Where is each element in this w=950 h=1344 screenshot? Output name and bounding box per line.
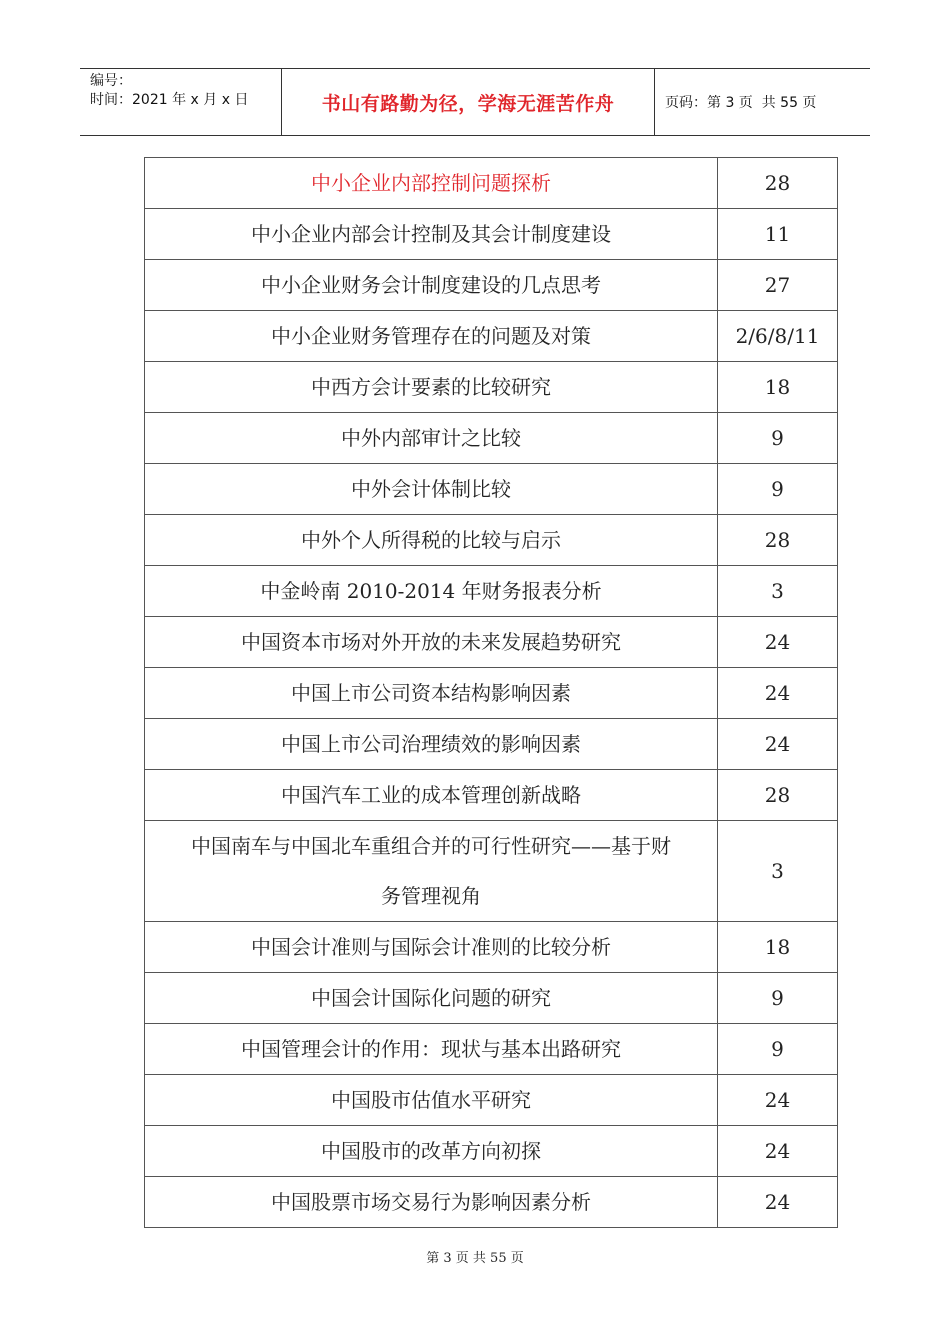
row-page: 28 (718, 515, 838, 566)
row-page: 9 (718, 973, 838, 1024)
row-title: 中国会计准则与国际会计准则的比较分析 (145, 922, 718, 973)
row-title-line: 中国南车与中国北车重组合并的可行性研究——基于财 (191, 834, 671, 858)
table-row (145, 158, 838, 209)
row-title: 中外个人所得税的比较与启示 (145, 515, 718, 566)
table-row (145, 770, 838, 821)
table-row (145, 1024, 838, 1075)
row-title: 中国上市公司治理绩效的影响因素 (145, 719, 718, 770)
row-page: 24 (718, 1126, 838, 1177)
row-title (145, 821, 718, 922)
row-title: 中国管理会计的作用：现状与基本出路研究 (145, 1024, 718, 1075)
table-row (145, 922, 838, 973)
row-title: 中国股市的改革方向初探 (145, 1126, 718, 1177)
row-title: 中外内部审计之比较 (145, 413, 718, 464)
table-row (145, 1075, 838, 1126)
row-page: 2/6/8/11 (718, 311, 838, 362)
table-row (145, 464, 838, 515)
row-page: 18 (718, 362, 838, 413)
row-title: 中小企业内部控制问题探析 (145, 158, 718, 209)
row-title: 中国会计国际化问题的研究 (145, 973, 718, 1024)
row-page: 28 (718, 158, 838, 209)
row-page: 28 (718, 770, 838, 821)
row-page: 9 (718, 464, 838, 515)
row-page: 24 (718, 668, 838, 719)
page-header (80, 68, 870, 136)
document-date: 时间：2021 年 x 月 x 日 (90, 92, 249, 108)
table-row (145, 515, 838, 566)
table-row (145, 668, 838, 719)
table-row (145, 973, 838, 1024)
row-page: 3 (718, 821, 838, 922)
row-title: 中金岭南 2010-2014 年财务报表分析 (145, 566, 718, 617)
row-page: 18 (718, 922, 838, 973)
row-page: 24 (718, 1075, 838, 1126)
row-title: 中国汽车工业的成本管理创新战略 (145, 770, 718, 821)
row-title: 中小企业财务会计制度建设的几点思考 (145, 260, 718, 311)
row-title: 中外会计体制比较 (145, 464, 718, 515)
row-title: 中国资本市场对外开放的未来发展趋势研究 (145, 617, 718, 668)
row-title-line: 务管理视角 (381, 884, 481, 908)
page-footer: 第 3 页 共 55 页 (426, 1251, 524, 1266)
page-info-text: 页码：第 3 页 共 55 页 (665, 95, 817, 111)
row-title: 中小企业财务管理存在的问题及对策 (145, 311, 718, 362)
row-title: 中西方会计要素的比较研究 (145, 362, 718, 413)
table-row (145, 362, 838, 413)
table-row (145, 413, 838, 464)
header-motto: 书山有路勤为径，学海无涯苦作舟 (282, 69, 655, 135)
contents-table (144, 157, 838, 1228)
table-row (145, 209, 838, 260)
document-number-label: 编号： (90, 73, 132, 89)
row-page: 24 (718, 1177, 838, 1228)
table-row (145, 719, 838, 770)
table-row (145, 566, 838, 617)
row-page: 27 (718, 260, 838, 311)
table-row (145, 260, 838, 311)
row-page: 3 (718, 566, 838, 617)
row-title: 中国股票市场交易行为影响因素分析 (145, 1177, 718, 1228)
row-title: 中国股市估值水平研究 (145, 1075, 718, 1126)
row-page: 11 (718, 209, 838, 260)
row-page: 9 (718, 413, 838, 464)
table-row (145, 821, 838, 922)
row-title: 中国上市公司资本结构影响因素 (145, 668, 718, 719)
header-page-info (655, 69, 870, 135)
row-page: 9 (718, 1024, 838, 1075)
table-row (145, 1126, 838, 1177)
row-page: 24 (718, 719, 838, 770)
row-page: 24 (718, 617, 838, 668)
table-row (145, 311, 838, 362)
table-row (145, 617, 838, 668)
row-title: 中小企业内部会计控制及其会计制度建设 (145, 209, 718, 260)
table-row (145, 1177, 838, 1228)
header-meta (80, 69, 282, 135)
